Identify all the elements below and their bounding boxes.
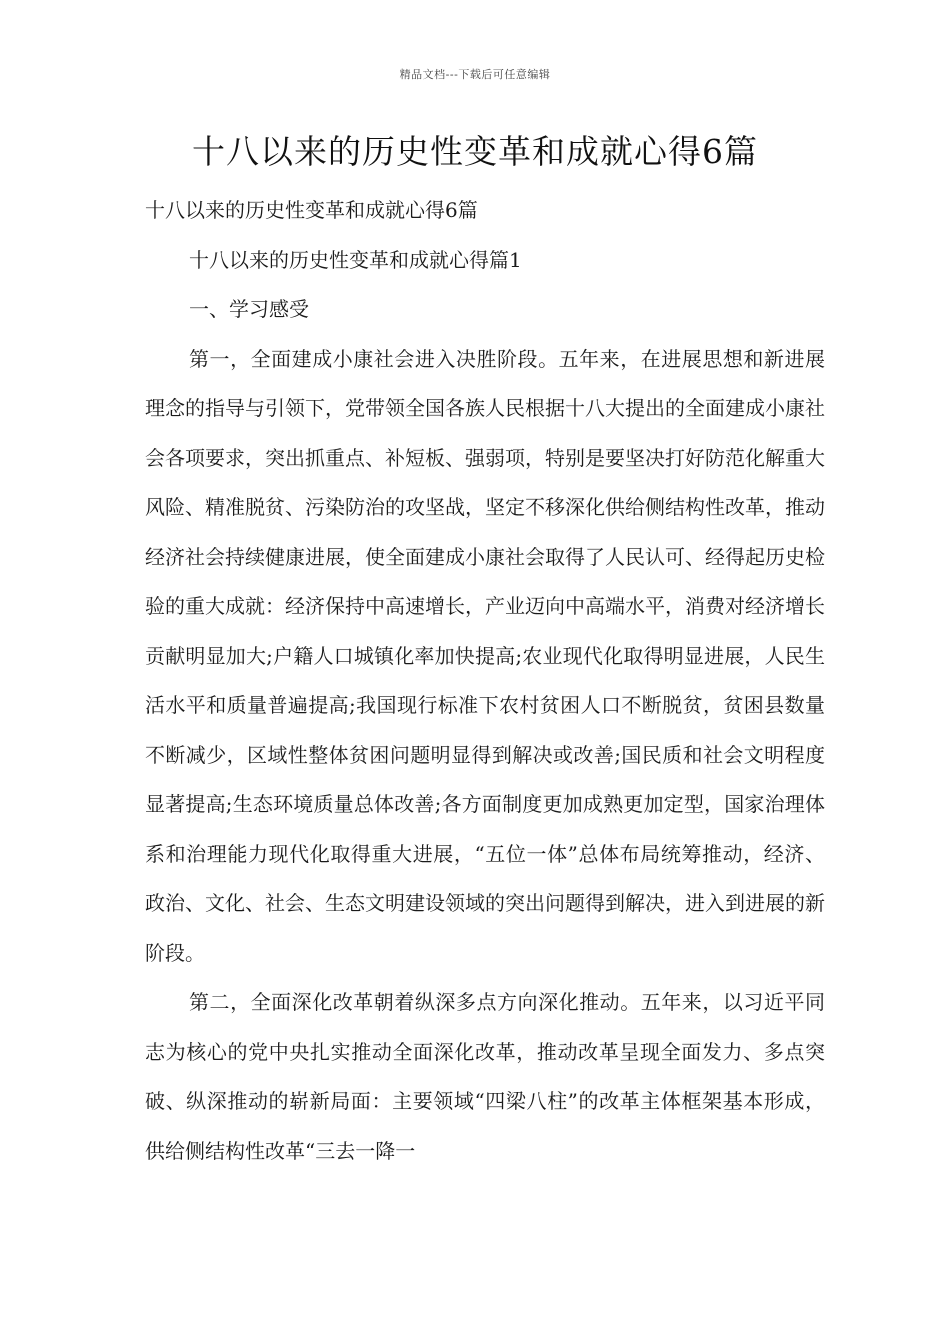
- document-body: [145, 186, 825, 1176]
- part-heading: 一、学习感受: [189, 297, 309, 321]
- document-subtitle: 十八以来的历史性变革和成就心得6篇: [145, 198, 478, 222]
- header-note: 精品文档---下载后可任意编辑: [399, 68, 551, 81]
- document-title: 十八以来的历史性变革和成就心得6篇: [192, 132, 758, 171]
- paragraph: 第二，全面深化改革朝着纵深多点方向深化推动。五年来，以习近平同志为核心的党中央扎实推动全面深化改革，推动改革呈现全面发力、多点突破、纵深推动的崭新局面：主要领域“四梁八柱”的改革主体框架基本形成，供给侧结构性改革“三去一降一: [145, 990, 825, 1163]
- section-heading: 十八以来的历史性变革和成就心得篇1: [189, 247, 522, 272]
- paragraph: 第一，全面建成小康社会进入决胜阶段。五年来，在进展思想和新进展理念的指导与引领下，党带领全国各族人民根据十八大提出的全面建成小康社会各项要求，突出抓重点、补短板、强弱项，特别是要坚决打好防范化解重大风险、精准脱贫、污染防治的攻坚战，坚定不移深化供给侧结构性改革，推动经济社会持续健康进展，使全面建成小康社会取得了人民认可、经得起历史检验的重大成就：经济保持中高速增长，产业迈向中高端水平，消费对经济增长贡献明显加大;户籍人口城镇化率加快提高;农业现代化取得明显进展，人民生活水平和质量普遍提高;我国现行标准下农村贫困人口不断脱贫，贫困县数量不断减少，区域性整体贫困问题明显得到解决或改善;国民质和社会文明程度显著提高;生态环境质量总体改善;各方面制度更加成熟更加定型，国家治理体系和治理能力现代化取得重大进展，“五位一体”总体布局统筹推动，经济、政治、文化、社会、生态文明建设领域的突出问题得到解决，进入到进展的新阶段。: [145, 346, 825, 965]
